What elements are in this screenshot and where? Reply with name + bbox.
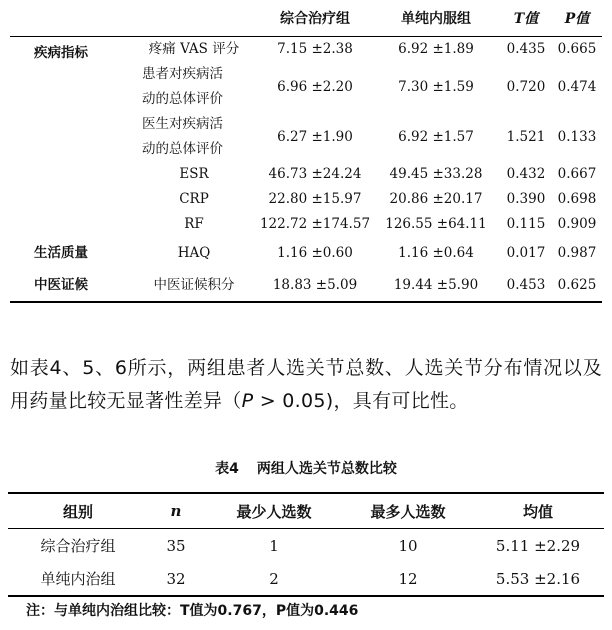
p-value: 0.698 xyxy=(557,191,597,207)
table-footnote: 注：与单纯内治组比较：T值为0.767，P值为0.446 xyxy=(26,603,359,619)
t-value: 1.521 xyxy=(506,128,546,145)
header-cell-max: 最多人选数 xyxy=(370,502,446,521)
p-value: 0.474 xyxy=(557,78,597,95)
table-number: 表4 xyxy=(215,461,239,477)
joint-count-table xyxy=(8,492,604,597)
paragraph-text-before: 如表4、5、6所示，两组患者人选关节总数、人选关节分布情况以及用药量比较无显著性差异（ xyxy=(10,357,602,412)
header-cell-min: 最少人选数 xyxy=(236,502,312,521)
p-value: 0.133 xyxy=(557,128,597,145)
t-value: 0.435 xyxy=(506,41,546,57)
comparison-table-indicators xyxy=(10,0,602,303)
max-value: 10 xyxy=(398,536,418,555)
group-label-quality: 生活质量 xyxy=(34,245,88,261)
oral-value: 20.86 ±20.17 xyxy=(389,191,483,207)
oral-value: 49.45 ±33.28 xyxy=(389,166,483,182)
combined-value: 6.96 ±2.20 xyxy=(277,78,353,95)
t-value: 0.453 xyxy=(506,276,546,293)
combined-value: 18.83 ±5.09 xyxy=(272,276,358,293)
header-cell-oral: 单纯内服组 xyxy=(401,11,471,27)
group-name: 单纯内治组 xyxy=(40,570,116,588)
indicator-label: RF xyxy=(184,216,204,232)
oral-value: 19.44 ±5.90 xyxy=(393,276,479,293)
table-header-row xyxy=(10,0,602,37)
header-cell-group: 组别 xyxy=(62,502,93,521)
t-value: 0.115 xyxy=(506,216,546,232)
max-value: 12 xyxy=(398,569,418,588)
p-value: 0.665 xyxy=(557,41,597,57)
min-value: 2 xyxy=(269,569,279,588)
paragraph-p-symbol: P xyxy=(241,390,254,412)
header-cell-p: P值 xyxy=(564,11,590,27)
indicator-label: HAQ xyxy=(177,244,211,261)
t-value: 0.432 xyxy=(506,166,546,182)
n-value: 35 xyxy=(166,536,186,555)
t-value: 0.720 xyxy=(506,78,546,95)
t-value: 0.017 xyxy=(506,244,546,261)
header-cell-group xyxy=(10,0,130,37)
indicator-label-line: 患者对疾病活 xyxy=(142,66,223,82)
group-name: 综合治疗组 xyxy=(40,537,116,555)
table-row xyxy=(10,237,602,269)
combined-value: 122.72 ±174.57 xyxy=(259,216,371,232)
oral-value: 7.30 ±1.59 xyxy=(398,78,474,95)
table-row xyxy=(10,269,602,302)
oral-value: 6.92 ±1.57 xyxy=(398,128,474,145)
paragraph-text-after: > 0.05)，具有可比性。 xyxy=(253,390,469,412)
table-header-row xyxy=(8,493,604,529)
indicator-label-line: 动的总体评价 xyxy=(142,91,223,107)
indicator-label xyxy=(130,62,258,112)
indicator-label: CRP xyxy=(179,191,209,207)
indicator-label: ESR xyxy=(179,166,209,182)
indicator-label: 中医证候积分 xyxy=(153,276,235,293)
p-value: 0.987 xyxy=(557,244,597,261)
group-label-tcm: 中医证候 xyxy=(34,277,88,293)
p-value: 0.667 xyxy=(557,166,597,182)
oral-value: 1.16 ±0.64 xyxy=(398,244,474,261)
min-value: 1 xyxy=(269,536,279,555)
group-label-disease: 疾病指标 xyxy=(34,45,88,61)
combined-value: 6.27 ±1.90 xyxy=(277,128,353,145)
body-paragraph xyxy=(10,352,602,418)
indicator-label: 疼痛 VAS 评分 xyxy=(148,41,240,57)
header-cell-combined: 综合治疗组 xyxy=(280,11,350,27)
p-value: 0.625 xyxy=(557,276,597,293)
oral-value: 126.55 ±64.11 xyxy=(385,216,487,232)
table-title: 两组人选关节总数比较 xyxy=(256,461,397,477)
header-cell-t: T值 xyxy=(513,11,539,27)
combined-value: 46.73 ±24.24 xyxy=(268,166,362,182)
oral-value: 6.92 ±1.89 xyxy=(398,41,474,57)
n-value: 32 xyxy=(166,569,186,588)
p-value: 0.909 xyxy=(557,216,597,232)
combined-value: 22.80 ±15.97 xyxy=(268,191,362,207)
indicator-label-line: 动的总体评价 xyxy=(142,141,223,157)
mean-value: 5.53 ±2.16 xyxy=(495,569,581,588)
header-cell-indicator xyxy=(130,0,258,37)
indicator-label xyxy=(130,112,258,162)
table-row xyxy=(8,562,604,596)
t-value: 0.390 xyxy=(506,191,546,207)
combined-value: 1.16 ±0.60 xyxy=(277,244,353,261)
header-cell-n: n xyxy=(170,502,182,520)
header-cell-mean: 均值 xyxy=(522,502,553,521)
table-row xyxy=(8,529,604,563)
table-row xyxy=(10,37,602,63)
table-caption xyxy=(0,458,612,478)
indicator-label-line: 医生对疾病活 xyxy=(142,116,223,132)
mean-value: 5.11 ±2.29 xyxy=(495,536,581,555)
combined-value: 7.15 ±2.38 xyxy=(277,41,353,57)
